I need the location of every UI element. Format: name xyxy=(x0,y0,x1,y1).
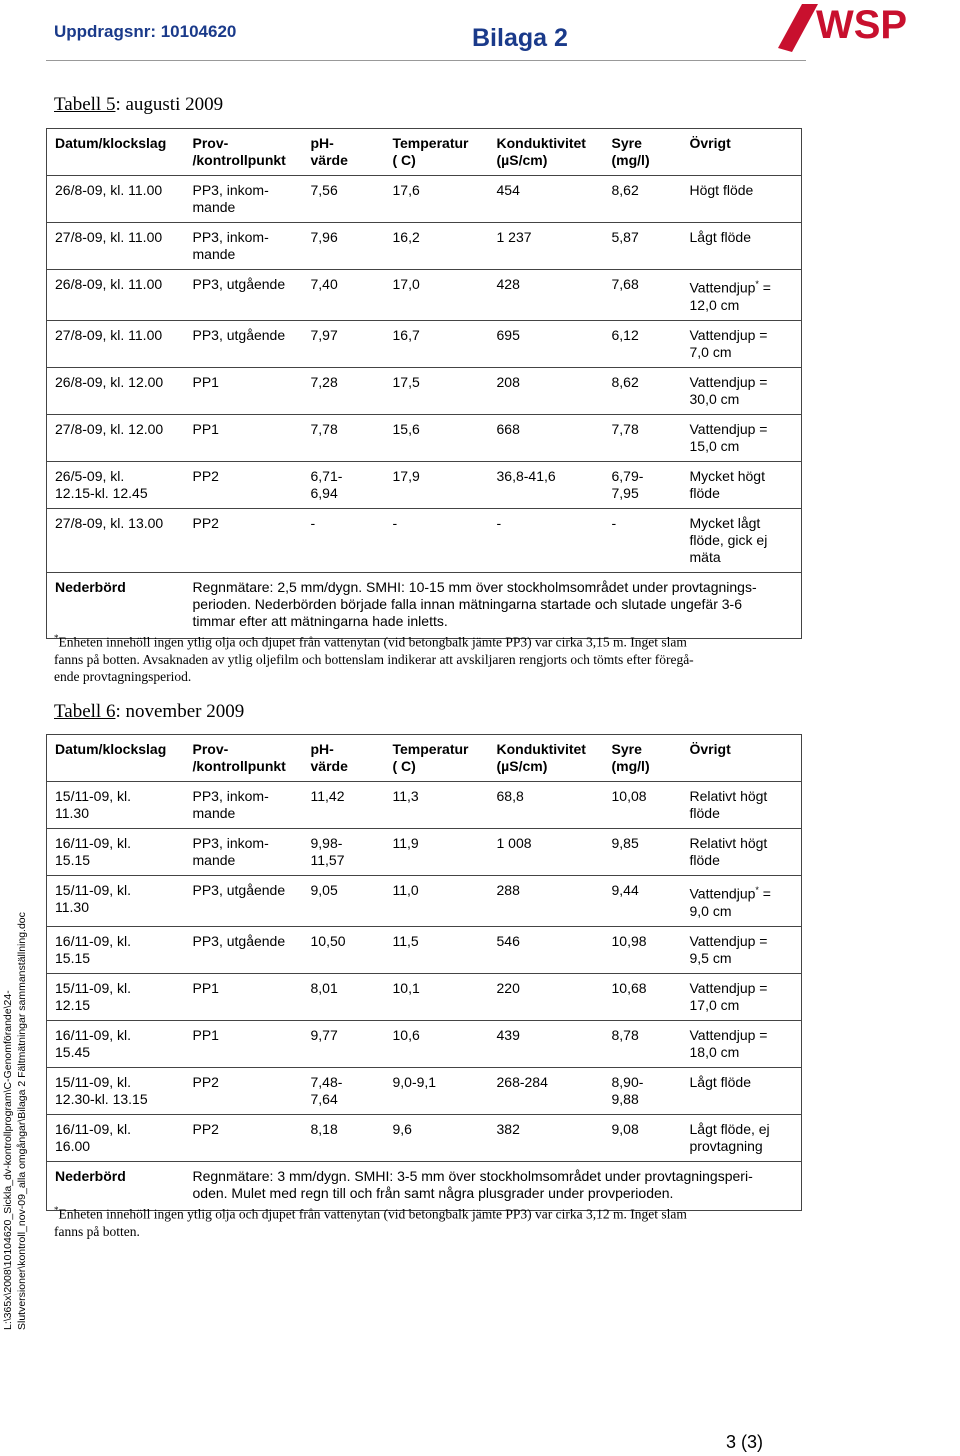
table-row-cell: 16/11-09, kl. 15.45 xyxy=(47,1020,185,1067)
table-row-cell: 27/8-09, kl. 11.00 xyxy=(47,223,185,270)
table-row xyxy=(47,926,802,973)
table-row-cell: 7,96 xyxy=(303,223,385,270)
table-row-cell: PP3, inkom- mande xyxy=(185,223,303,270)
precipitation-label: Nederbörd xyxy=(47,572,185,638)
table-row-cell: Lågt flöde xyxy=(682,223,802,270)
table-row-cell: Vattendjup = 17,0 cm xyxy=(682,973,802,1020)
table-row-cell: 26/8-09, kl. 11.00 xyxy=(47,270,185,321)
table-row xyxy=(47,320,802,367)
table-row-cell: 11,0 xyxy=(385,876,489,927)
table-row-cell: PP3, inkom- mande xyxy=(185,782,303,829)
table5 xyxy=(46,128,802,639)
table-row-cell: PP2 xyxy=(185,508,303,572)
table-header-row-cell: Övrigt xyxy=(682,129,802,176)
table-row-cell: 27/8-09, kl. 13.00 xyxy=(47,508,185,572)
file-path-sidebar xyxy=(0,880,40,1340)
table-row-cell: 6,79- 7,95 xyxy=(604,461,682,508)
table-row-cell: 8,18 xyxy=(303,1114,385,1161)
table-row-cell: PP1 xyxy=(185,973,303,1020)
table5-footnote: *Enheten innehöll ingen ytlig olja och djupet från vattenytan (vid betongbalk jämte PP3) var cirka 3,15 m. Inget slam fanns på botten. Avsaknaden av ytlig oljefilm och bottenslam indikerar att avskiljaren rengjorts och tömts efter föregå- ende provtagningsperiod. xyxy=(54,633,694,684)
table-row-cell: PP3, inkom- mande xyxy=(185,829,303,876)
table-row-cell: 7,48- 7,64 xyxy=(303,1067,385,1114)
table-header-row-cell: Temperatur ( C) xyxy=(385,735,489,782)
table-row-cell: 428 xyxy=(489,270,604,321)
table-row-cell: 9,0-9,1 xyxy=(385,1067,489,1114)
table-row-cell: Vattendjup* = 9,0 cm xyxy=(682,876,802,927)
table-row-cell: PP2 xyxy=(185,461,303,508)
table-row-cell: 9,08 xyxy=(604,1114,682,1161)
table-header-row-cell: Prov- /kontrollpunkt xyxy=(185,735,303,782)
table-row-cell: 15/11-09, kl. 12.30-kl. 13.15 xyxy=(47,1067,185,1114)
appendix-title: Bilaga 2 xyxy=(472,24,568,52)
table-row-cell: Vattendjup = 30,0 cm xyxy=(682,367,802,414)
table-header-row-cell: Övrigt xyxy=(682,735,802,782)
table-row-cell: 454 xyxy=(489,176,604,223)
table-row-cell: 7,28 xyxy=(303,367,385,414)
table-row-cell: 7,78 xyxy=(303,414,385,461)
table-header-row-cell: Prov- /kontrollpunkt xyxy=(185,129,303,176)
table-row-cell: 26/8-09, kl. 12.00 xyxy=(47,367,185,414)
table-row-cell: 10,50 xyxy=(303,926,385,973)
table-row-cell: 68,8 xyxy=(489,782,604,829)
table-row-cell: 7,97 xyxy=(303,320,385,367)
file-path-line-1: L:\365x\2008\10104620_Sickla_dv-kontrollprogram\C-Genomförande\24- xyxy=(2,990,14,1330)
header-rule xyxy=(46,60,806,61)
precipitation-label: Nederbörd xyxy=(47,1161,185,1210)
table-row-cell: 10,6 xyxy=(385,1020,489,1067)
table-row-cell: 16/11-09, kl. 15.15 xyxy=(47,926,185,973)
table-row-cell: 6,71- 6,94 xyxy=(303,461,385,508)
table-header-row-cell: Syre (mg/l) xyxy=(604,735,682,782)
table-header-row xyxy=(47,735,802,782)
table-row-cell: 17,0 xyxy=(385,270,489,321)
table-row-cell: 16/11-09, kl. 16.00 xyxy=(47,1114,185,1161)
table-row-cell: 26/8-09, kl. 11.00 xyxy=(47,176,185,223)
table-row-cell: 8,78 xyxy=(604,1020,682,1067)
table-row xyxy=(47,1114,802,1161)
table-header-row-cell: Syre (mg/l) xyxy=(604,129,682,176)
table-row-cell: 546 xyxy=(489,926,604,973)
table-header-row-cell: Datum/klockslag xyxy=(47,735,185,782)
table6-caption: Tabell 6: november 2009 xyxy=(54,701,245,722)
table-row-cell: 16,2 xyxy=(385,223,489,270)
table6-footnote: *Enheten innehöll ingen ytlig olja och djupet från vattenytan (vid betongbalk jämte PP3) var cirka 3,12 m. Inget slam fanns på botten. xyxy=(54,1205,687,1239)
table-row-cell: 15/11-09, kl. 11.30 xyxy=(47,876,185,927)
table-row-cell: 1 008 xyxy=(489,829,604,876)
table-row-cell: PP3, utgående xyxy=(185,320,303,367)
table-row-cell: - xyxy=(489,508,604,572)
table-header-row-cell: Konduktivitet (µS/cm) xyxy=(489,735,604,782)
table-row-cell: 695 xyxy=(489,320,604,367)
table-row-cell: 11,3 xyxy=(385,782,489,829)
table-row xyxy=(47,973,802,1020)
table-row-cell: Vattendjup* = 12,0 cm xyxy=(682,270,802,321)
table-row-cell: 8,62 xyxy=(604,176,682,223)
table-row-cell: 36,8-41,6 xyxy=(489,461,604,508)
table-header-row-cell: pH- värde xyxy=(303,735,385,782)
table-row xyxy=(47,1067,802,1114)
table-row-cell: - xyxy=(303,508,385,572)
table-row-cell: 26/5-09, kl. 12.15-kl. 12.45 xyxy=(47,461,185,508)
table-row-cell: PP1 xyxy=(185,414,303,461)
table-row-cell: 15/11-09, kl. 12.15 xyxy=(47,973,185,1020)
table-row-cell: 8,01 xyxy=(303,973,385,1020)
table-row-cell: 8,62 xyxy=(604,367,682,414)
wsp-logo xyxy=(772,0,960,60)
table-row-cell: 288 xyxy=(489,876,604,927)
table-header-row-cell: pH- värde xyxy=(303,129,385,176)
table6 xyxy=(46,734,802,1211)
table-row xyxy=(47,829,802,876)
table-row-cell: 11,42 xyxy=(303,782,385,829)
table5-caption: Tabell 5: augusti 2009 xyxy=(54,94,224,115)
table-row xyxy=(47,223,802,270)
table-row-cell: 220 xyxy=(489,973,604,1020)
table-row-cell: 9,98- 11,57 xyxy=(303,829,385,876)
table-row-cell: Relativt högt flöde xyxy=(682,782,802,829)
table-row xyxy=(47,782,802,829)
svg-text:WSP: WSP xyxy=(816,3,908,47)
table-row-cell: Högt flöde xyxy=(682,176,802,223)
table-row-cell: 7,56 xyxy=(303,176,385,223)
table-row-cell: 268-284 xyxy=(489,1067,604,1114)
precipitation-text: Regnmätare: 3 mm/dygn. SMHI: 3-5 mm över stockholmsområdet under provtagningsperi- oden. Mulet med regn till och från samt några plusgrader under provperioden. xyxy=(185,1161,802,1210)
table-row-cell: 16,7 xyxy=(385,320,489,367)
table-row xyxy=(47,508,802,572)
table-row-cell: 10,1 xyxy=(385,973,489,1020)
table-row-cell: 1 237 xyxy=(489,223,604,270)
table-row-cell: Relativt högt flöde xyxy=(682,829,802,876)
table-row-cell: 7,40 xyxy=(303,270,385,321)
table-row-cell: PP3, utgående xyxy=(185,876,303,927)
table-row xyxy=(47,367,802,414)
table-row-cell: 17,5 xyxy=(385,367,489,414)
table-row-cell: 7,68 xyxy=(604,270,682,321)
table-row-cell: 6,12 xyxy=(604,320,682,367)
page-number: 3 (3) xyxy=(726,1432,764,1452)
table-row-cell: 11,9 xyxy=(385,829,489,876)
table-row-cell: PP3, utgående xyxy=(185,270,303,321)
table-row-cell: 208 xyxy=(489,367,604,414)
table-row xyxy=(47,876,802,927)
table-row xyxy=(47,176,802,223)
table-row-cell: 9,6 xyxy=(385,1114,489,1161)
table-row xyxy=(47,1020,802,1067)
table-row-cell: - xyxy=(604,508,682,572)
table-row-cell: 10,08 xyxy=(604,782,682,829)
precipitation-text: Regnmätare: 2,5 mm/dygn. SMHI: 10-15 mm över stockholmsområdet under provtagnings- perioden. Nederbörden började falla innan mätningarna startade och slutade ungefär 3-6 timmar efter att mätningarna hade inletts. xyxy=(185,572,802,638)
table-row xyxy=(47,414,802,461)
table-row-cell: 15/11-09, kl. 11.30 xyxy=(47,782,185,829)
table-row-cell: 27/8-09, kl. 12.00 xyxy=(47,414,185,461)
table-row-cell: PP2 xyxy=(185,1114,303,1161)
table-row-cell: 382 xyxy=(489,1114,604,1161)
table-row-cell: Mycket högt flöde xyxy=(682,461,802,508)
project-number: Uppdragsnr: 10104620 xyxy=(54,22,237,41)
table-row-cell: 15,6 xyxy=(385,414,489,461)
table-row-cell: Vattendjup = 9,5 cm xyxy=(682,926,802,973)
table-row-cell: 5,87 xyxy=(604,223,682,270)
table-row-cell: Vattendjup = 18,0 cm xyxy=(682,1020,802,1067)
file-path-line-2: Slutversioner\kontroll_nov-09_alla omgångar\Bilaga 2 Fältmätningar sammanställning.doc xyxy=(16,912,28,1330)
table-row-cell: 8,90- 9,88 xyxy=(604,1067,682,1114)
table-row-cell: Vattendjup = 7,0 cm xyxy=(682,320,802,367)
table-row xyxy=(47,461,802,508)
table-header-row xyxy=(47,129,802,176)
table-row-cell: 27/8-09, kl. 11.00 xyxy=(47,320,185,367)
table-row-cell: 17,9 xyxy=(385,461,489,508)
table-row-cell: 9,44 xyxy=(604,876,682,927)
table-row-cell: 9,85 xyxy=(604,829,682,876)
table-row-cell: 439 xyxy=(489,1020,604,1067)
table-row-cell: Lågt flöde xyxy=(682,1067,802,1114)
table-header-row-cell: Temperatur ( C) xyxy=(385,129,489,176)
table-row-cell: 16/11-09, kl. 15.15 xyxy=(47,829,185,876)
table-row-cell: 668 xyxy=(489,414,604,461)
table-row-cell: 9,77 xyxy=(303,1020,385,1067)
table-row-cell: Vattendjup = 15,0 cm xyxy=(682,414,802,461)
table-row-cell: Lågt flöde, ej provtagning xyxy=(682,1114,802,1161)
table-header-row-cell: Konduktivitet (µS/cm) xyxy=(489,129,604,176)
table-row-cell: PP2 xyxy=(185,1067,303,1114)
table-row-cell: PP1 xyxy=(185,367,303,414)
table-row-cell: PP3, utgående xyxy=(185,926,303,973)
table-row-cell: 10,98 xyxy=(604,926,682,973)
table-row-cell: PP3, inkom- mande xyxy=(185,176,303,223)
table-row-cell: Mycket lågt flöde, gick ej mäta xyxy=(682,508,802,572)
table-row-cell: 11,5 xyxy=(385,926,489,973)
table-row-cell: PP1 xyxy=(185,1020,303,1067)
table-row-cell: - xyxy=(385,508,489,572)
table-row-cell: 17,6 xyxy=(385,176,489,223)
precipitation-row xyxy=(47,572,802,638)
table-row-cell: 7,78 xyxy=(604,414,682,461)
table-row-cell: 10,68 xyxy=(604,973,682,1020)
table-header-row-cell: Datum/klockslag xyxy=(47,129,185,176)
table-row-cell: 9,05 xyxy=(303,876,385,927)
table-row xyxy=(47,270,802,321)
